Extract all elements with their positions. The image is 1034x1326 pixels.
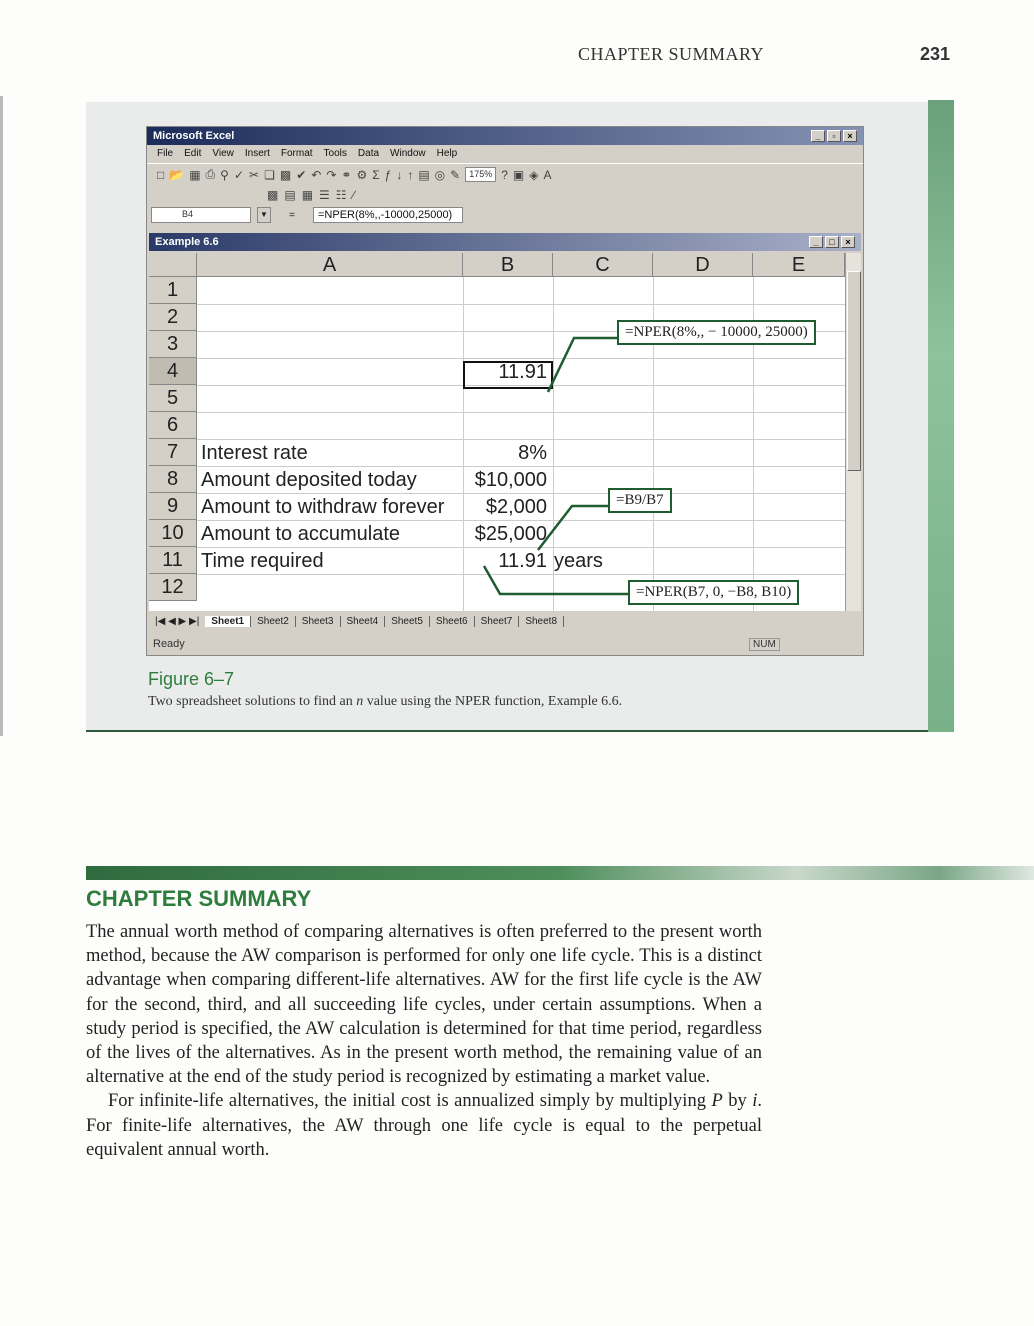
row-header-5[interactable]: 5	[149, 385, 197, 412]
row-header-11[interactable]: 11	[149, 547, 197, 574]
restore-icon[interactable]: ▫	[827, 130, 841, 142]
window-controls	[811, 130, 857, 142]
preview-icon[interactable]: ⚲	[220, 167, 229, 182]
gridline	[197, 412, 845, 413]
menu-insert[interactable]: Insert	[244, 148, 270, 159]
hyperlink-icon[interactable]: ⚭	[341, 167, 352, 182]
tab-sheet7[interactable]: Sheet7	[475, 616, 520, 627]
num-lock-indicator: NUM	[749, 638, 780, 651]
tab-sheet8[interactable]: Sheet8	[519, 616, 564, 627]
wb-minimize-icon[interactable]: _	[809, 236, 823, 248]
chart-wizard-icon[interactable]: ▤	[418, 167, 430, 182]
by-column-icon[interactable]: ☷	[335, 188, 347, 202]
function-icon[interactable]: ƒ	[384, 167, 392, 182]
map-icon[interactable]: ◎	[434, 167, 446, 182]
tab-sheet5[interactable]: Sheet5	[385, 616, 430, 627]
undo-icon[interactable]: ↶	[311, 167, 322, 182]
page-margin-rule	[0, 96, 3, 736]
zoom-select[interactable]: 175%	[465, 167, 496, 182]
minimize-icon[interactable]: _	[811, 130, 825, 142]
menu-tools[interactable]: Tools	[323, 148, 347, 159]
row-header-3[interactable]: 3	[149, 331, 197, 358]
excel-title: Microsoft Excel	[153, 130, 235, 142]
tab-sheet4[interactable]: Sheet4	[341, 616, 386, 627]
callout-nper-literal: =NPER(8%,, − 10000, 25000)	[617, 320, 816, 345]
row-header-9[interactable]: 9	[149, 493, 197, 520]
menu-view[interactable]: View	[212, 148, 234, 159]
formula-bar	[147, 205, 863, 225]
open-icon[interactable]: 📂	[169, 167, 185, 182]
equals-icon: =	[289, 209, 295, 221]
office-assistant-icon[interactable]: ?	[501, 167, 508, 182]
web-icon[interactable]: ⚙	[356, 167, 368, 182]
workbook-controls	[809, 236, 855, 248]
row-header-10[interactable]: 10	[149, 520, 197, 547]
select-all-corner[interactable]	[149, 253, 197, 277]
callout-nper-cells: =NPER(B7, 0, −B8, B10)	[628, 580, 799, 605]
spreadsheet-grid[interactable]	[149, 253, 845, 611]
gridline	[197, 304, 845, 305]
cell-b8[interactable]: $10,000	[474, 469, 547, 491]
row-header-2[interactable]: 2	[149, 304, 197, 331]
menu-help[interactable]: Help	[436, 148, 458, 159]
cell-a7[interactable]: Interest rate	[201, 442, 308, 464]
summary-body	[86, 920, 762, 1162]
cell-b4[interactable]: 11.91	[498, 361, 547, 383]
cell-c11[interactable]: years	[554, 550, 603, 572]
excel-title-bar	[147, 127, 863, 145]
cell-b9[interactable]: $2,000	[485, 496, 547, 518]
print-icon[interactable]: ⎙	[205, 167, 216, 181]
cell-b7[interactable]: 8%	[518, 442, 547, 464]
formatting-toolbar	[147, 185, 863, 205]
standard-toolbar	[147, 163, 863, 185]
row-header-7[interactable]: 7	[149, 439, 197, 466]
running-header: CHAPTER SUMMARY	[578, 44, 765, 64]
spelling-icon[interactable]: ✓	[233, 167, 245, 182]
redo-icon[interactable]: ↷	[326, 167, 337, 182]
menu-window[interactable]: Window	[390, 148, 426, 159]
cell-a11[interactable]: Time required	[201, 550, 324, 572]
col-header-d[interactable]: D	[653, 253, 753, 277]
tab-sheet3[interactable]: Sheet3	[296, 616, 341, 627]
sort-descending-icon[interactable]: ↑	[407, 167, 414, 182]
autosum-icon[interactable]: Σ	[372, 167, 380, 182]
vertical-scrollbar[interactable]	[845, 253, 861, 611]
col-header-a[interactable]: A	[197, 253, 463, 277]
menu-edit[interactable]: Edit	[184, 148, 202, 159]
name-box-dropdown-icon[interactable]: ▼	[257, 207, 271, 223]
paragraph-2: For infinite-life alternatives, the initial cost is annualized simply by multiplying P by i. For finite-life alternatives, the AW through one life cycle is equal to the perpetual equivalent annual worth.	[86, 1091, 762, 1160]
row-header-8[interactable]: 8	[149, 466, 197, 493]
wb-restore-icon[interactable]: □	[825, 236, 839, 248]
page-number: 231	[920, 44, 951, 64]
row-header-1[interactable]: 1	[149, 277, 197, 304]
paragraph-1: The annual worth method of comparing alternatives is often preferred to the present worth method, because the AW comparison is performed for only one life cycle. This is a distinct advantage when comparing different-life alternatives. AW for the first life cycle is the AW for the second, third, and all succeeding life cycles, under certain assumptions. When a study period is specified, the AW calculation is determined for that time period, regardless of the lives of the alternatives. As in the present worth method, the remaining value of an alternative at the end of the study period is recognized by estimating a market value.	[86, 922, 762, 1088]
sort-ascending-icon[interactable]: ↓	[396, 167, 403, 182]
cell-a8[interactable]: Amount deposited today	[201, 469, 417, 491]
col-header-c[interactable]: C	[553, 253, 653, 277]
tab-sheet6[interactable]: Sheet6	[430, 616, 475, 627]
close-icon[interactable]: ×	[843, 130, 857, 142]
workbook-title-bar	[149, 233, 861, 251]
paste-icon[interactable]: ▩	[279, 167, 292, 182]
callout-b9-b7: =B9/B7	[608, 488, 672, 513]
status-text: Ready	[153, 638, 185, 650]
row-header-4[interactable]: 4	[149, 358, 197, 385]
row-header-6[interactable]: 6	[149, 412, 197, 439]
col-header-e[interactable]: E	[753, 253, 845, 277]
legend-icon[interactable]: ▤	[284, 188, 296, 202]
figure-label: Figure 6–7	[148, 669, 235, 689]
sheet-tab-bar	[149, 613, 861, 629]
scroll-thumb[interactable]	[847, 271, 861, 471]
save-icon[interactable]: ▦	[189, 167, 201, 182]
tab-scroll-icon[interactable]: |◀ ◀ ▶ ▶|	[155, 615, 200, 627]
formula-input[interactable]: =NPER(8%,,-10000,25000)	[313, 207, 463, 223]
new-icon[interactable]: □	[157, 167, 165, 182]
drawing-icon[interactable]: ✎	[450, 167, 461, 182]
menu-file[interactable]: File	[157, 148, 174, 159]
cell-a10[interactable]: Amount to accumulate	[201, 523, 400, 545]
section-title: CHAPTER SUMMARY	[86, 886, 312, 911]
excel-window	[146, 126, 864, 656]
cell-a9[interactable]: Amount to withdraw forever	[201, 496, 445, 518]
wb-close-icon[interactable]: ×	[841, 236, 855, 248]
cell-b10[interactable]: $25,000	[474, 523, 547, 545]
figure-caption: Two spreadsheet solutions to find an n value using the NPER function, Example 6.6.	[148, 694, 623, 709]
by-row-icon[interactable]: ☰	[319, 188, 330, 202]
col-header-b[interactable]: B	[463, 253, 553, 277]
name-box[interactable]: B4	[151, 207, 251, 223]
fill-color-icon[interactable]: ◈	[529, 167, 539, 182]
cell-b11[interactable]: 11.91	[498, 550, 547, 572]
menu-format[interactable]: Format	[280, 148, 313, 159]
row-header-12[interactable]: 12	[149, 574, 197, 601]
section-rule	[86, 866, 1034, 880]
menu-data[interactable]: Data	[357, 148, 380, 159]
cut-icon[interactable]: ✂	[249, 167, 260, 182]
data-table-icon[interactable]: ▦	[301, 188, 314, 202]
figure-edge-decoration	[928, 100, 954, 732]
angle-text-icon[interactable]: ∕	[352, 188, 355, 202]
copy-icon[interactable]: ❏	[264, 167, 275, 182]
chart-type-icon[interactable]: ▩	[267, 188, 279, 202]
tab-sheet2[interactable]: Sheet2	[251, 616, 296, 627]
font-color-icon[interactable]: A	[543, 167, 552, 182]
menu-bar	[147, 145, 863, 163]
tab-sheet1[interactable]: Sheet1	[205, 616, 251, 627]
status-bar	[149, 635, 861, 653]
workbook-title: Example 6.6	[155, 236, 219, 248]
format-painter-icon[interactable]: ✔	[296, 167, 307, 182]
borders-icon[interactable]: ▣	[512, 167, 525, 182]
